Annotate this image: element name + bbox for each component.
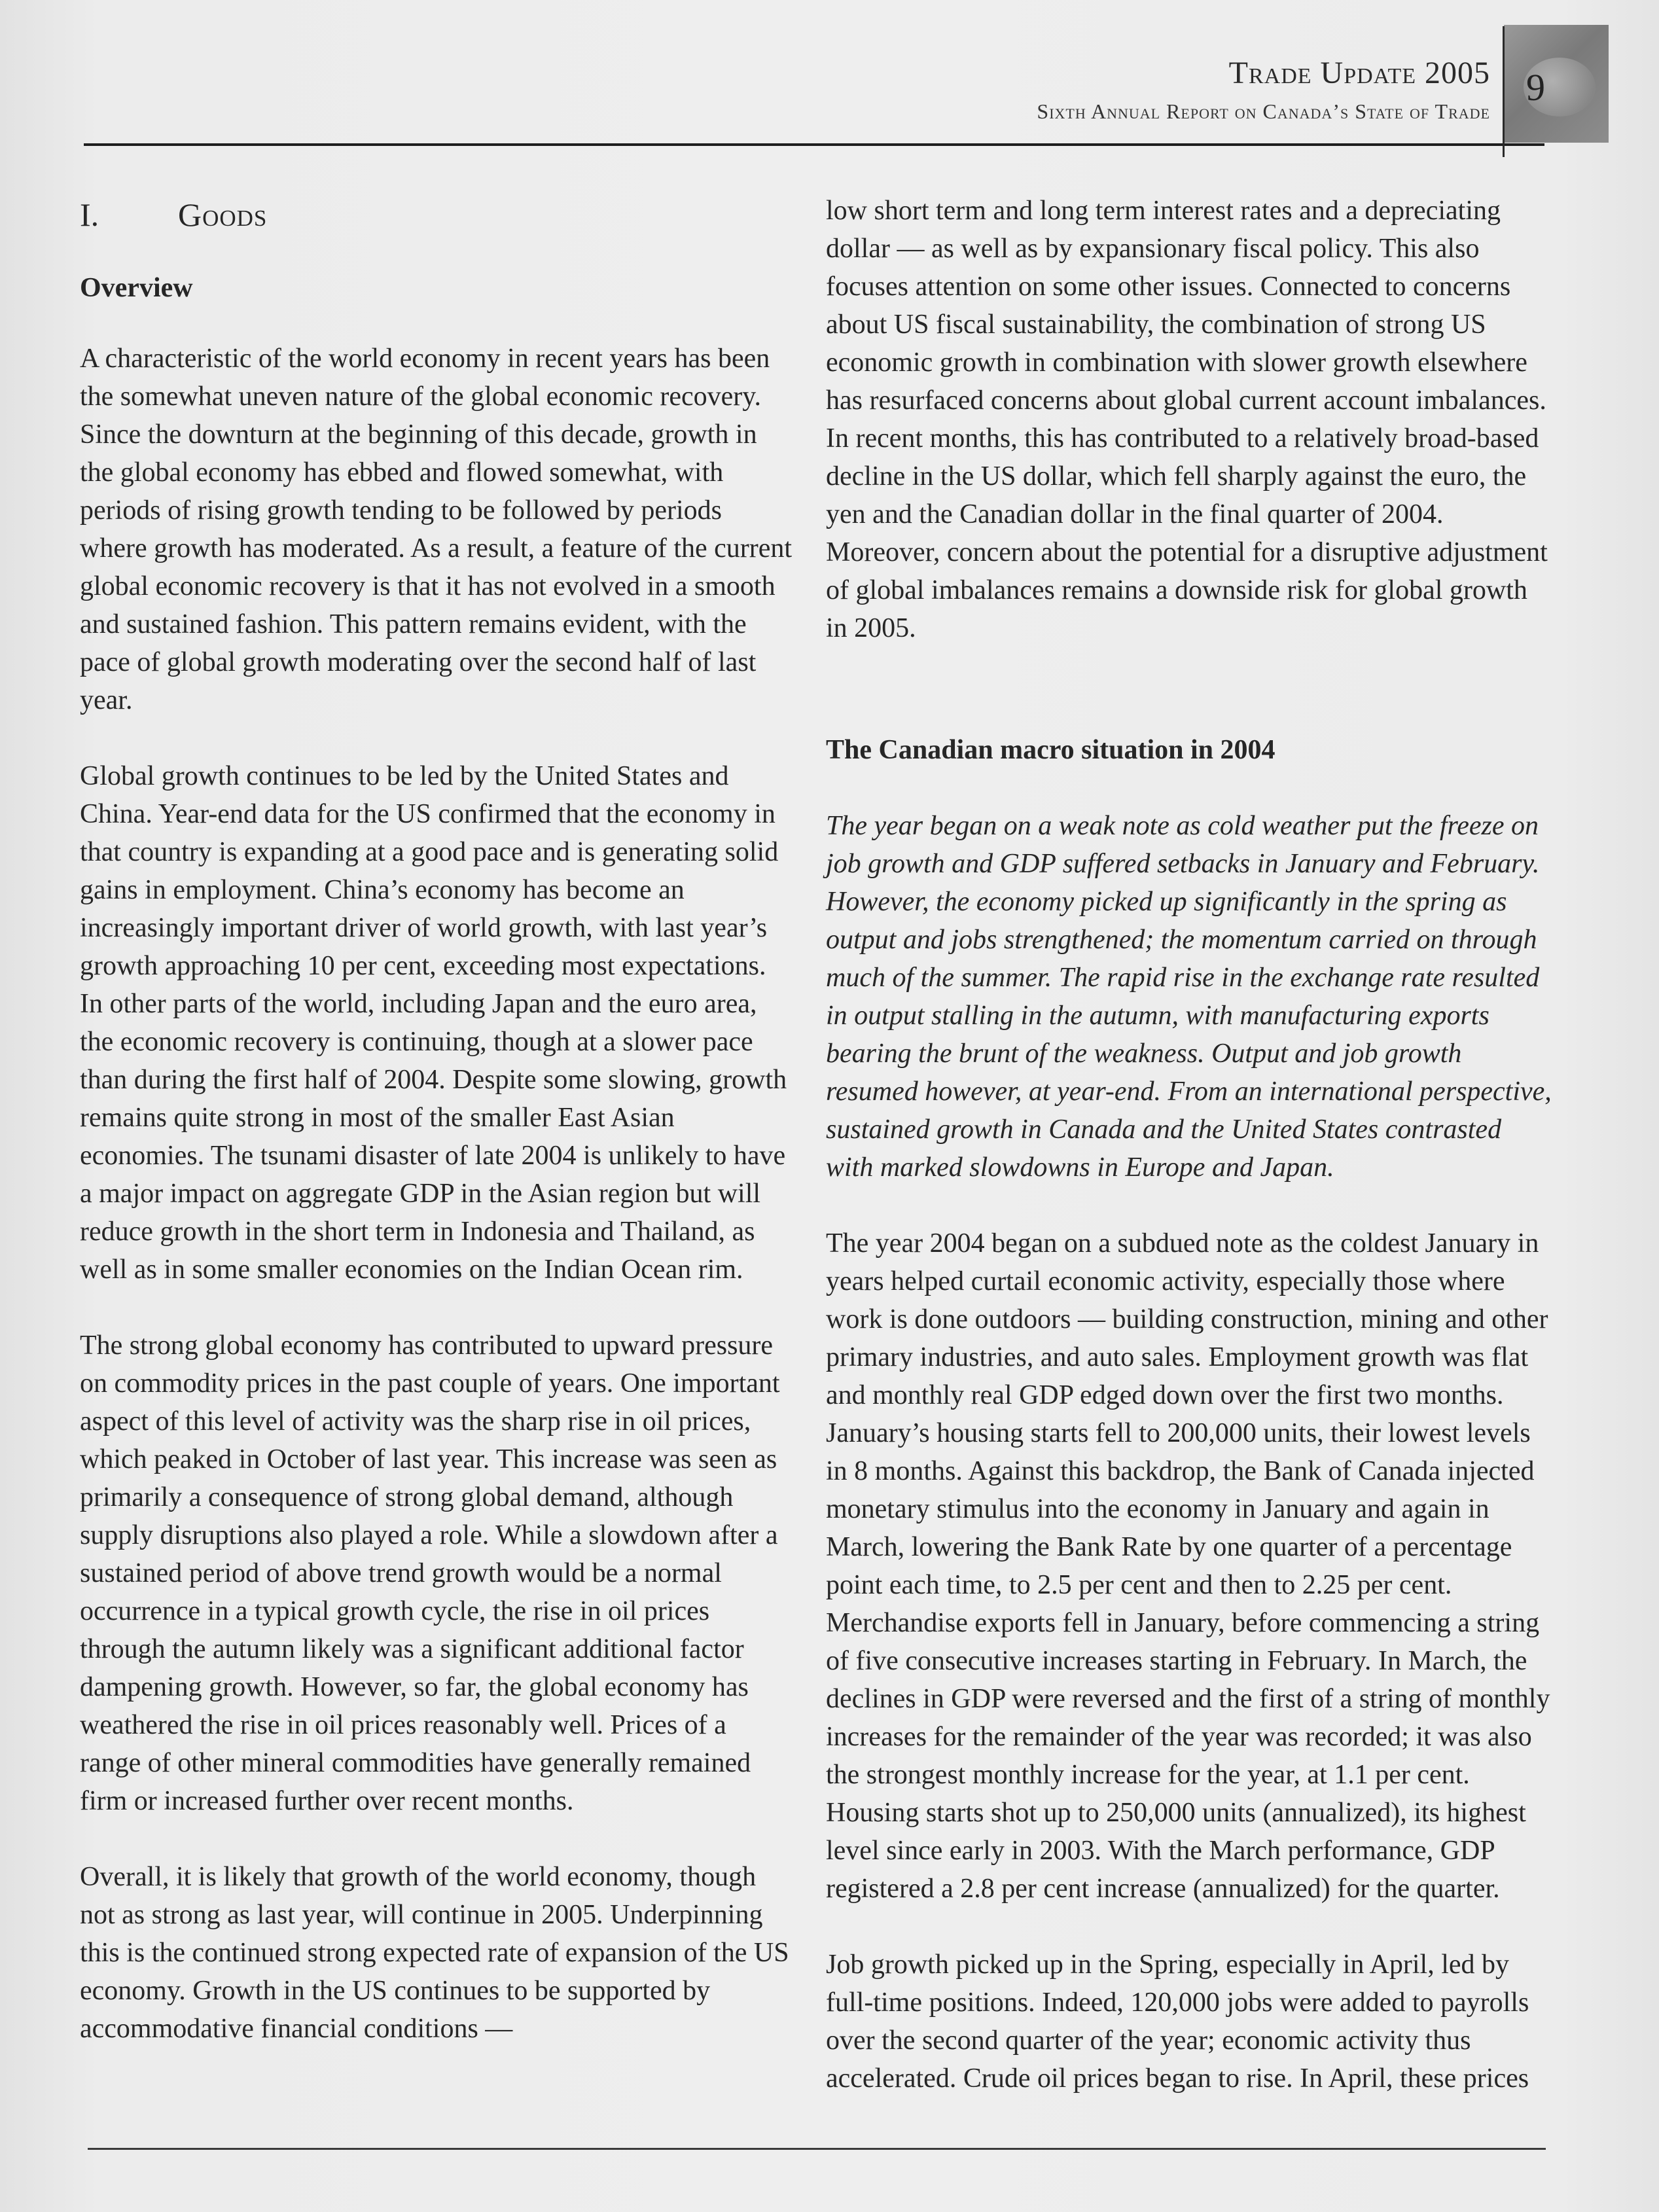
overview-paragraph-4: Overall, it is likely that growth of the world economy, though not as strong as last year, will continue in 2005. Underpinning this is the continued strong expected rate of expansion of the US economy. Growth in the US continues to be supported by accommodative financial conditions — xyxy=(80,1862,789,2044)
running-header-title: Trade Update 2005 xyxy=(1228,56,1490,90)
running-header-subtitle: Sixth Annual Report on Canada’s State of Trade xyxy=(1037,99,1490,123)
page-number: 9 xyxy=(1526,66,1545,109)
section-title: Goods xyxy=(178,196,268,233)
summary-paragraph: The year began on a weak note as cold weather put the freeze on job growth and GDP suffered setbacks in January and February. However, the economy picked up significantly in the spring as output and jobs strengthened; the momentum carried on through much of the summer. The rapid rise in the exchange rate resulted in output stalling in the autumn, with manufacturing exports bearing the brunt of the weakness. Output and job growth resumed however, at year-end. From an international perspective, sustained growth in Canada and the United States contrasted with marked slowdowns in Europe and Japan. xyxy=(826,811,1552,1183)
overview-heading: Overview xyxy=(80,273,193,303)
macro-paragraph-1: The year 2004 began on a subdued note as the coldest January in years helped curtail economic activity, especially those where work is done outdoors — building construction, mining and other primary industries, and auto sales. Employment growth was flat and monthly real GDP edged down over the first two months. January’s housing starts fell to 200,000 units, their lowest levels in 8 months. Against this backdrop, the Bank of Canada injected monetary stimulus into the economy in January and again in March, lowering the Bank Rate by one quarter of a percentage point each time, to 2.5 per cent and then to 2.25 per cent. Merchandise exports fell in January, before commencing a string of five consecutive increases starting in February. In March, the declines in GDP were reversed and the first of a string of monthly increases for the remainder of the year was recorded; it was also the strongest monthly increase for the year, at 1.1 per cent. Housing starts shot up to 250,000 units (annualized), its highest level since early in 2003. With the March performance, GDP registered a 2.8 per cent increase (annualized) for the quarter. xyxy=(826,1228,1550,1904)
overview-paragraph-2: Global growth continues to be led by the United States and China. Year-end data for the US confirmed that the economy in that country is expanding at a good pace and is generating solid gains in employment. China’s economy has become an increasingly important driver of world growth, with last year’s growth approaching 10 per cent, exceeding most expectations. In other parts of the world, including Japan and the euro area, the economic recovery is continuing, though at a slower pace than during the first half of 2004. Despite some slowing, growth remains quite strong in most of the smaller East Asian economies. The tsunami disaster of late 2004 is unlikely to have a major impact on aggregate GDP in the Asian region but will reduce growth in the short term in Indonesia and Thailand, as well as in some smaller economies on the Indian Ocean rim. xyxy=(80,761,787,1285)
overview-paragraph-3: The strong global economy has contributed to upward pressure on commodity prices in the past couple of years. One important aspect of this level of activity was the sharp rise in oil prices, which peaked in October of last year. This increase was seen as primarily a consequence of strong global demand, although supply disruptions also played a role. While a slowdown after a sustained period of above trend growth would be a normal occurrence in a typical growth cycle, the rise in oil prices through the autumn likely was a significant additional factor dampening growth. However, so far, the global economy has weathered the rise in oil prices reasonably well. Prices of a range of other mineral commodities have generally remained firm or increased further over recent months. xyxy=(80,1330,780,1816)
section-heading xyxy=(80,196,793,235)
section-number: I. xyxy=(80,196,99,233)
right-column xyxy=(826,187,1552,2097)
continuation-paragraph: low short term and long term interest rates and a depreciating dollar — as well as by expansionary fiscal policy. This also focuses attention on some other issues. Connected to concerns about US fiscal sustainability, the combination of strong US economic growth in combination with slower growth elsewhere has resurfaced concerns about global current account imbalances. In recent months, this has contributed to a relatively broad-based decline in the US dollar, which fell sharply against the euro, the yen and the Canadian dollar in the final quarter of 2004. Moreover, concern about the potential for a disruptive adjustment of global imbalances remains a downside risk for global growth in 2005. xyxy=(826,196,1548,643)
page-number-box xyxy=(1504,25,1609,143)
left-column xyxy=(80,187,793,2048)
canadian-macro-heading: The Canadian macro situation in 2004 xyxy=(826,735,1275,765)
header-rule xyxy=(84,143,1544,146)
header-vertical-rule xyxy=(1503,26,1505,157)
overview-paragraph-1: A characteristic of the world economy in recent years has been the somewhat uneven nature of the global economic recovery. Since the downturn at the beginning of this decade, growth in the global economy has ebbed and flowed somewhat, with periods of rising growth tending to be followed by periods where growth has moderated. As a result, a feature of the current global economic recovery is that it has not evolved in a smooth and sustained fashion. This pattern remains evident, with the pace of global growth moderating over the second half of last year. xyxy=(80,344,793,715)
footer-rule xyxy=(88,2148,1546,2150)
macro-paragraph-2: Job growth picked up in the Spring, especially in April, led by full-time positions. Indeed, 120,000 jobs were added to payrolls over the second quarter of the year; economic activity thus accelerated. Crude oil prices began to rise. In April, these prices xyxy=(826,1950,1529,2094)
